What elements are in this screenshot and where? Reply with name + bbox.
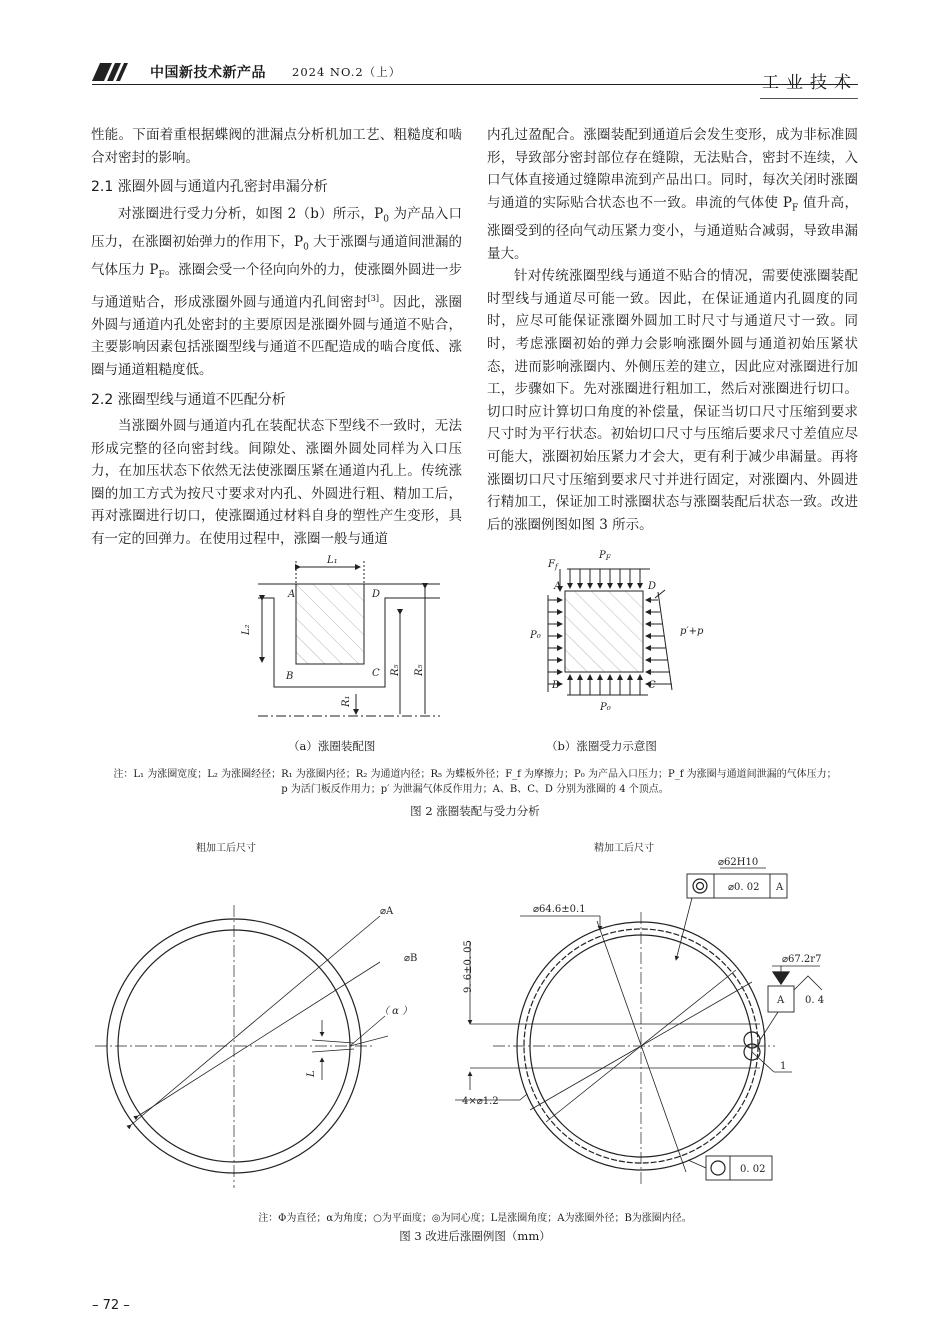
finish-title: 精加工后尺寸 — [594, 843, 654, 854]
fcf1-value: ⌀0. 02 — [728, 882, 760, 893]
vertex-B: B — [552, 680, 560, 691]
vertex-D: D — [648, 581, 657, 592]
citation-ref: [3] — [367, 293, 380, 303]
journal-name: 中国新技术新产品 — [150, 65, 266, 81]
page-number: – 72 – — [92, 1298, 130, 1313]
vertex-D: D — [372, 589, 381, 600]
fcf2-value: 0. 02 — [740, 1164, 766, 1175]
label-d646: ⌀64.6±0.1 — [533, 904, 586, 915]
paragraph: 对涨圈进行受力分析，如图 2（b）所示，$P_0$ 为产品入口压力，在涨圈初始弹力的作用下，$P_0$ 大于涨圈与通道间泄漏的气体压力 $P_F$。涨圈会受一个径向向外的力，使涨圈外圆进一步与通道贴合，形成涨圈外圆与通道内孔间密封[3]。因此，涨圈外圆与通道内孔处密封的主要原因是涨圈外圆与通道不贴合，主要影响因素包括涨圈型线与通道不匹配造成的啮合度低、涨圈与通道粗糙度低。 — [91, 205, 463, 378]
fig2-note-line1: 注：L₁ 为涨圈宽度；L₂ 为涨圈经径；R₁ 为涨圈内径；R₂ 为通道内径；R₅ 为蝶板外径；F_f 为摩擦力；P₀ 为产品入口压力；P_f 为涨圈与通道间泄漏的气体压力； — [113, 769, 837, 780]
paragraph: 针对传统涨圈型线与通道不贴合的情况，需要使涨圈装配时型线与通道尽可能一致。因此，在保证通道内孔圆度的同时，应尽可能保证涨圈外圆加工时尺寸与通道尺寸一致。同时，考虑涨圈初始的弹力会影响涨圈外圆与通道初始压紧状态，进而影响涨圈内、外侧压差的建立，因此应对涨圈进行加工，步骤如下。先对涨圈进行粗加工，然后对涨圈进行切口。切口时应计算切口角度的补偿量，保证当切口尺寸压缩到要求尺寸时为平行状态。初始切口尺寸与压缩后要求尺寸差值应尽可能大，涨圈初始压紧力才会大，更有利于减少串漏量。再将涨圈切口尺寸压缩到要求尺寸并进行固定，对涨圈内、外圆进行精加工，保证加工时涨圈状态与涨圈装配后状态一致。改进后的涨圈例图如图 3 所示。 — [487, 268, 858, 533]
section-heading-2-1: 2.1 涨圈外圆与通道内孔密封串漏分析 — [91, 179, 328, 196]
label-L: L — [306, 1070, 317, 1077]
label-d62: ⌀62H10 — [718, 857, 759, 868]
fig2a-caption: （a）涨圈装配图 — [288, 739, 376, 753]
label-R1: R₁ — [341, 695, 352, 707]
vertex-B: B — [286, 671, 294, 682]
paragraph: 内孔过盈配合。涨圈装配到通道后会发生变形，成为非标准圆形，导致部分密封部位存在缝隙，无法贴合，密封不连续，入口气体直接通过缝隙串流到产品出口。同时，每次关闭时涨圈与通道的实际贴合状态也不一致。串流的气体使 $P_F$ 值升高，涨圈受到的径向气动压紧力变小，与通道贴合减弱，导致串漏量大。 — [487, 127, 858, 262]
label-Ff: $F_f$ — [548, 559, 558, 571]
fig2-caption: 图 2 涨圈装配与受力分析 — [410, 804, 540, 818]
figure-3-finish-ring — [455, 868, 825, 1186]
label-R5-outer: R₅ — [414, 664, 425, 676]
label-dA: ⌀A — [380, 906, 394, 917]
label-R5: R₅ — [390, 664, 401, 676]
holes-label: 4×⌀1.2 — [462, 1096, 499, 1107]
paragraph: 当涨圈外圆与通道内孔在装配状态下型线不一致时，无法形成完整的径向密封线。间隙处、涨圈外圆处同样为入口压力，在加压状态下依然无法使涨圈压紧在通道内孔上。传统涨圈的加工方式为按尺寸要求对内孔、外圆进行粗、精加工后，再对涨圈进行切口，使涨圈通过材料自身的塑性产生变形，具有一定的回弹力。在使用过程中，涨圈一般与通道 — [91, 418, 462, 548]
label-P0-left: P₀ — [530, 630, 541, 641]
figure-3-rough-ring — [95, 905, 388, 1188]
fig2-note-line2: p 为活门板反作用力；p′ 为泄漏气体反作用力；A、B、C、D 分别为涨圈的 4 个顶点。 — [281, 784, 669, 795]
dim-9-6: 9. 6±0. 05 — [463, 940, 474, 993]
fig3-caption: 图 3 改进后涨圈例图（mm） — [399, 1229, 551, 1243]
fcf1-datum: A — [776, 882, 784, 893]
label-L1: L₁ — [327, 555, 338, 566]
paragraph: 性能。下面着重根据蝶阀的泄漏点分析机加工艺、粗糙度和啮合对密封的影响。 — [91, 127, 462, 166]
label-alpha: （ α ） — [379, 1006, 413, 1017]
fig3-note: 注：Φ为直径；α为角度；○为平面度；◎为同心度；L是涨圈角度；A为涨圈外径；B为涨圈内径。 — [258, 1213, 692, 1224]
vertex-C: C — [372, 668, 380, 679]
vertex-A: A — [288, 589, 296, 600]
leader-1: 1 — [780, 1061, 787, 1072]
section-heading-2-2: 2.2 涨圈型线与通道不匹配分析 — [91, 391, 286, 408]
journal-issue: 2024 NO.2（上） — [292, 65, 402, 79]
rough-title: 粗加工后尺寸 — [196, 843, 256, 854]
fig2b-caption: （b）涨圈受力示意图 — [546, 739, 657, 753]
flatness-value: 0. 4 — [805, 995, 825, 1006]
label-dB: ⌀B — [404, 953, 418, 964]
label-P0-bottom: P₀ — [600, 702, 611, 713]
datum-A: A — [777, 995, 785, 1006]
label-p-prime-p: p′+p — [680, 626, 704, 637]
label-L2: L₂ — [241, 624, 252, 635]
label-d672: ⌀67.2r7 — [782, 954, 822, 965]
vertex-C: C — [648, 680, 656, 691]
label-PF: $P_F$ — [599, 550, 611, 562]
vertex-A: A — [554, 581, 562, 592]
section-title: 工业技术 — [762, 73, 858, 93]
